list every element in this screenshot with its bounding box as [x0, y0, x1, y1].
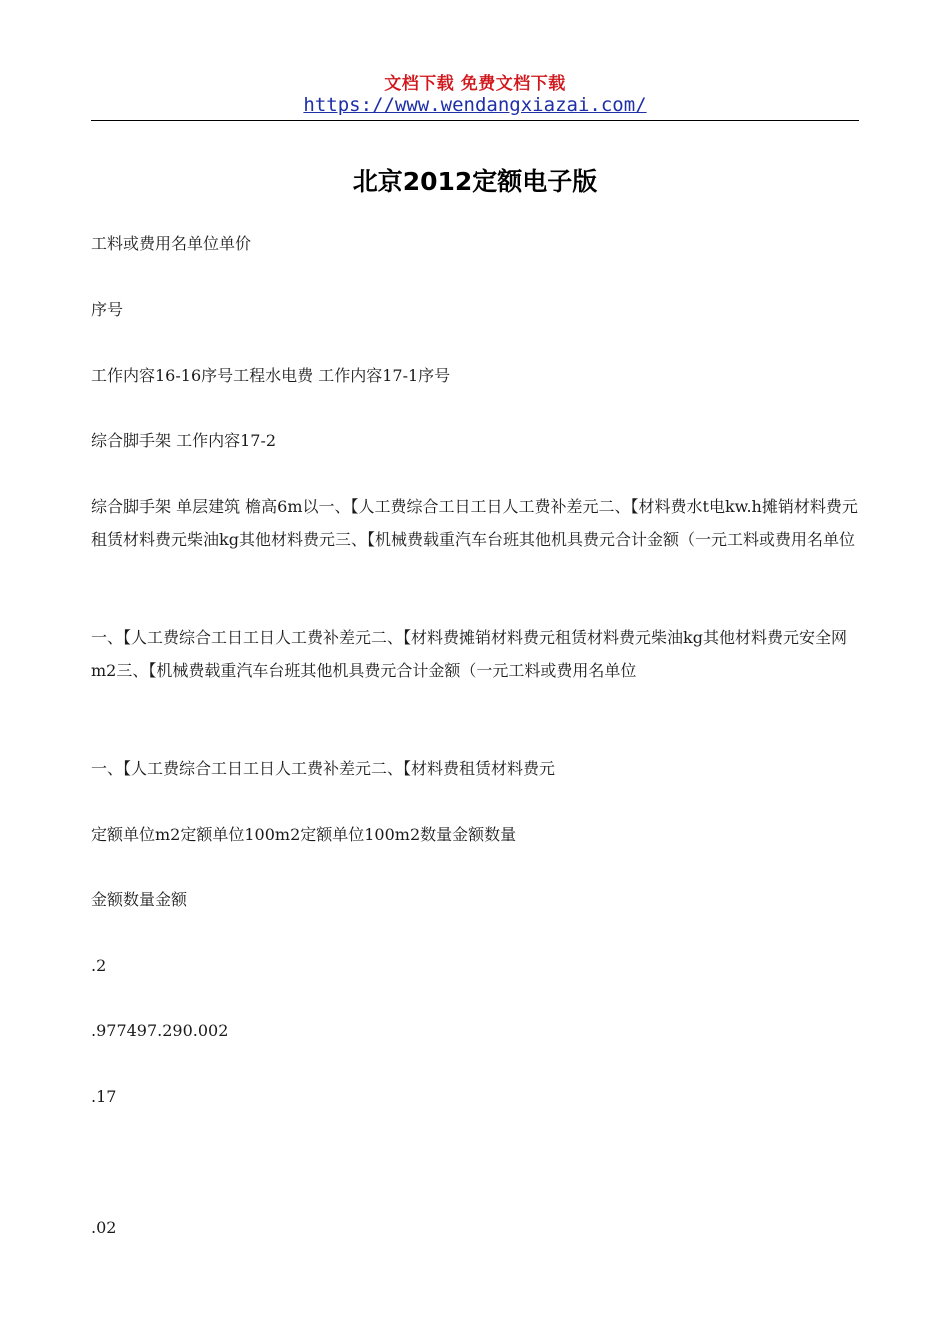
paragraph-5: 综合脚手架 单层建筑 檐高6m以一、【人工费综合工日工日人工费补差元二、【材料费水t电kw.h摊销材料费元租赁材料费元柴油kg其他材料费元三、【机械费载重汽车台班其他机具费元合计金额（一元工料或费用名单位	[91, 497, 858, 549]
paragraph-10: .2	[91, 956, 107, 975]
header-divider	[91, 120, 859, 121]
paragraph-13: .02	[91, 1218, 117, 1237]
paragraph-7: 一、【人工费综合工日工日人工费补差元二、【材料费租赁材料费元	[91, 759, 556, 778]
paragraph-11: .977497.290.002	[91, 1021, 229, 1040]
paragraph-6: 一、【人工费综合工日工日人工费补差元二、【材料费摊销材料费元租赁材料费元柴油kg其他材料费元安全网m2三、【机械费载重汽车台班其他机具费元合计金额（一元工料或费用名单位	[91, 628, 847, 680]
paragraph-8: 定额单位m2定额单位100m2定额单位100m2数量金额数量	[91, 825, 517, 844]
paragraph-2: 序号	[91, 300, 124, 319]
paragraph-1: 工料或费用名单位单价	[91, 234, 252, 253]
document-title: 北京2012定额电子版	[352, 167, 598, 196]
paragraph-3: 工作内容16-16序号工程水电费 工作内容17-1序号	[91, 366, 451, 385]
header-brand-text: 文档下载 免费文档下载	[384, 74, 566, 94]
paragraph-9: 金额数量金额	[91, 890, 188, 909]
header-url-link[interactable]: https://www.wendangxiazai.com/	[303, 94, 647, 116]
paragraph-4: 综合脚手架 工作内容17-2	[91, 431, 277, 450]
paragraph-12: .17	[91, 1087, 117, 1106]
